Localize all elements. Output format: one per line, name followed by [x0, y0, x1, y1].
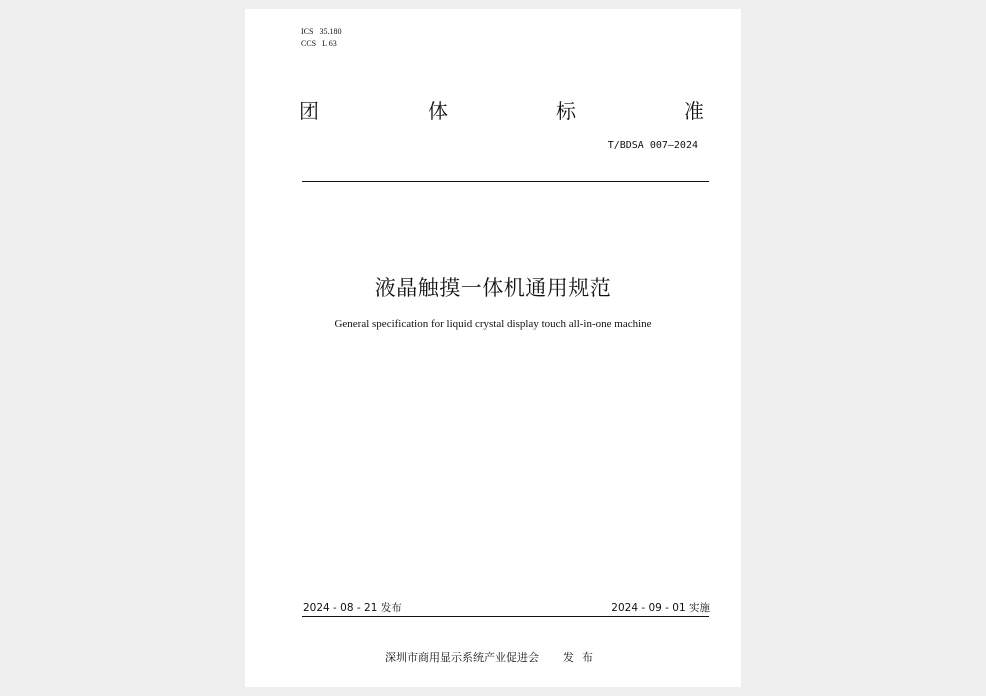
ccs-classification: [301, 38, 337, 50]
title-english: General specification for liquid crystal display touch all-in-one machine: [334, 318, 652, 330]
ics-classification: [301, 26, 341, 38]
implement-date: 2024 - 09 - 01 实施: [611, 602, 710, 614]
standard-type-char-1: 团: [299, 99, 319, 123]
document-cover-page: [245, 9, 741, 687]
standard-type-char-4: 准: [684, 99, 704, 123]
release-date: 2024 - 08 - 21 发布: [303, 602, 402, 614]
publisher-line: [245, 651, 741, 665]
ics-value: 35.180: [319, 27, 342, 36]
standard-number: T/BDSA 007—2024: [607, 140, 698, 151]
header-rule: [302, 181, 709, 182]
publisher-name: 深圳市商用显示系统产业促进会: [385, 651, 539, 664]
standard-type-char-3: 标: [556, 99, 576, 123]
ics-label: ICS: [301, 27, 314, 36]
ccs-value: L 63: [322, 39, 337, 48]
ccs-label: CCS: [301, 39, 317, 48]
footer-rule: [302, 616, 709, 617]
publish-action: 发布: [563, 651, 601, 664]
title-chinese: 液晶触摸一体机通用规范: [374, 276, 612, 300]
standard-type-char-2: 体: [428, 99, 448, 123]
